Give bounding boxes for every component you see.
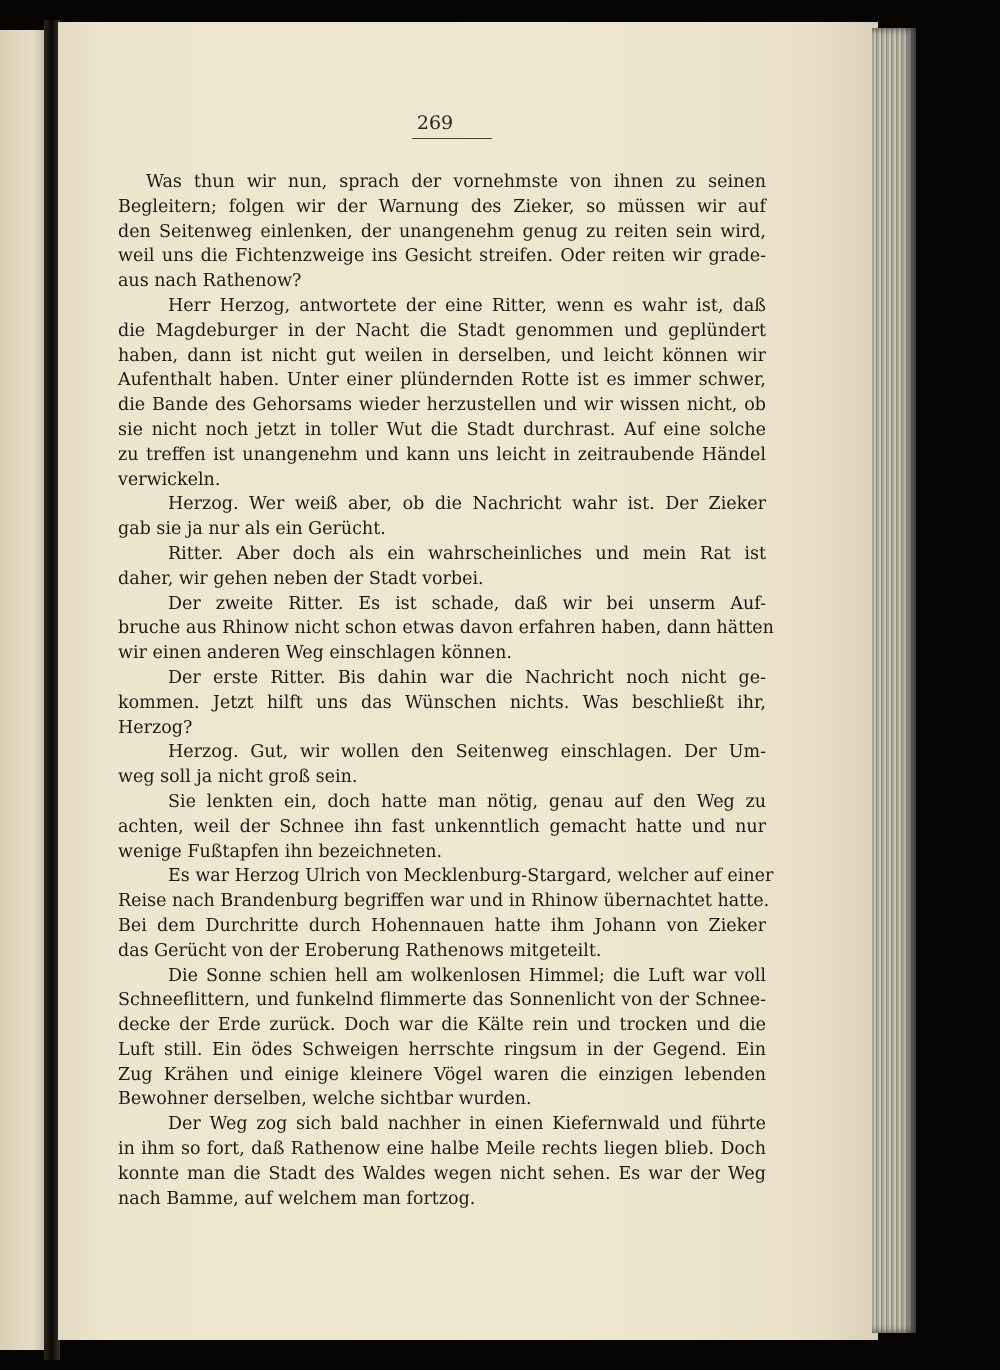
text-line: wir einen anderen Weg einschlagen können.: [118, 643, 512, 664]
text-line: Sie lenkten ein, doch hatte man nötig, genau auf den Weg zu: [168, 791, 766, 812]
text-line: Schneeflittern, und funkelnd flimmerte das Sonnenlicht von der Schnee-: [118, 990, 766, 1011]
text-line: Aufenthalt haben. Unter einer plündernden Rotte ist es immer schwer,: [118, 370, 766, 391]
text-line: Ritter. Aber doch als ein wahrscheinliches und mein Rat ist: [168, 543, 766, 564]
page-stack-edge: [872, 28, 916, 1333]
body-text: [118, 170, 774, 1211]
text-line: Bewohner derselben, welche sichtbar wurden.: [118, 1089, 532, 1110]
text-line: sie nicht noch jetzt in toller Wut die Stadt durchrast. Auf eine solche: [118, 419, 766, 440]
text-line: Der Weg zog sich bald nachher in einen Kiefernwald und führte: [168, 1114, 766, 1135]
text-line: Begleitern; folgen wir der Warnung des Zieker, so müssen wir auf: [118, 196, 766, 217]
text-line: verwickeln.: [118, 469, 221, 490]
text-line: Der zweite Ritter. Es ist schade, daß wir bei unserm Auf-: [168, 593, 766, 614]
text-line: daher, wir gehen neben der Stadt vorbei.: [118, 568, 484, 589]
text-line: Herr Herzog, antwortete der eine Ritter, wenn es wahr ist, daß: [168, 295, 766, 316]
text-line: zu treffen ist unangenehm und kann uns leicht in zeitraubende Händel: [118, 444, 766, 465]
text-line: Die Sonne schien hell am wolkenlosen Himmel; die Luft war voll: [168, 965, 766, 986]
text-line: weil uns die Fichtenzweige ins Gesicht streifen. Oder reiten wir grade-: [118, 246, 766, 267]
text-line: Herzog. Gut, wir wollen den Seitenweg einschlagen. Der Um-: [168, 742, 766, 763]
text-line: Herzog?: [118, 717, 193, 738]
text-line: achten, weil der Schnee ihn fast unkenntlich gemacht hatte und nur: [118, 816, 766, 837]
text-line: Luft still. Ein ödes Schweigen herrschte ringsum in der Gegend. Ein: [118, 1039, 766, 1060]
page-number: 269: [416, 112, 454, 134]
text-line: decke der Erde zurück. Doch war die Kälte rein und trocken und die: [118, 1015, 766, 1036]
text-line: in ihm so fort, daß Rathenow eine halbe Meile rechts liegen blieb. Doch: [118, 1139, 766, 1160]
text-line: konnte man die Stadt des Waldes wegen nicht sehen. Es war der Weg: [118, 1163, 766, 1184]
text-line: Herzog. Wer weiß aber, ob die Nachricht wahr ist. Der Zieker: [168, 494, 766, 515]
text-line: aus nach Rathenow?: [118, 271, 302, 292]
facing-page-edge: [0, 30, 48, 1350]
text-line: die Bande des Gehorsams wieder herzustellen und wir wissen nicht, ob: [118, 395, 766, 416]
text-line: wenige Fußtapfen ihn bezeichneten.: [118, 841, 443, 862]
text-line: Der erste Ritter. Bis dahin war die Nachricht noch nicht ge-: [168, 667, 766, 688]
header-rule: [412, 138, 492, 139]
text-line: weg soll ja nicht groß sein.: [118, 767, 358, 788]
text-line: das Gerücht von der Eroberung Rathenows mitgeteilt.: [118, 940, 602, 961]
text-line: Bei dem Durchritte durch Hohennauen hatte ihm Johann von Zieker: [118, 915, 766, 936]
text-line: Reise nach Brandenburg begriffen war und in Rhinow übernachtet hatte.: [118, 891, 770, 912]
text-line: den Seitenweg einlenken, der unangenehm genug zu reiten sein wird,: [118, 221, 766, 242]
text-line: gab sie ja nur als ein Gerücht.: [118, 519, 386, 540]
text-line: Zug Krähen und einige kleinere Vögel waren die einzigen lebenden: [118, 1064, 766, 1085]
text-line: kommen. Jetzt hilft uns das Wünschen nichts. Was beschließt ihr,: [118, 692, 766, 713]
text-line: Was thun wir nun, sprach der vornehmste von ihnen zu seinen: [146, 172, 766, 192]
text-line: haben, dann ist nicht gut weilen in derselben, und leicht können wir: [118, 345, 766, 366]
text-line: bruche aus Rhinow nicht schon etwas davon erfahren haben, dann hätten: [118, 618, 774, 639]
text-line: nach Bamme, auf welchem man fortzog.: [118, 1188, 476, 1209]
text-line: die Magdeburger in der Nacht die Stadt genommen und geplündert: [118, 320, 766, 341]
text-line: Es war Herzog Ulrich von Mecklenburg-Stargard, welcher auf einer: [168, 866, 774, 887]
